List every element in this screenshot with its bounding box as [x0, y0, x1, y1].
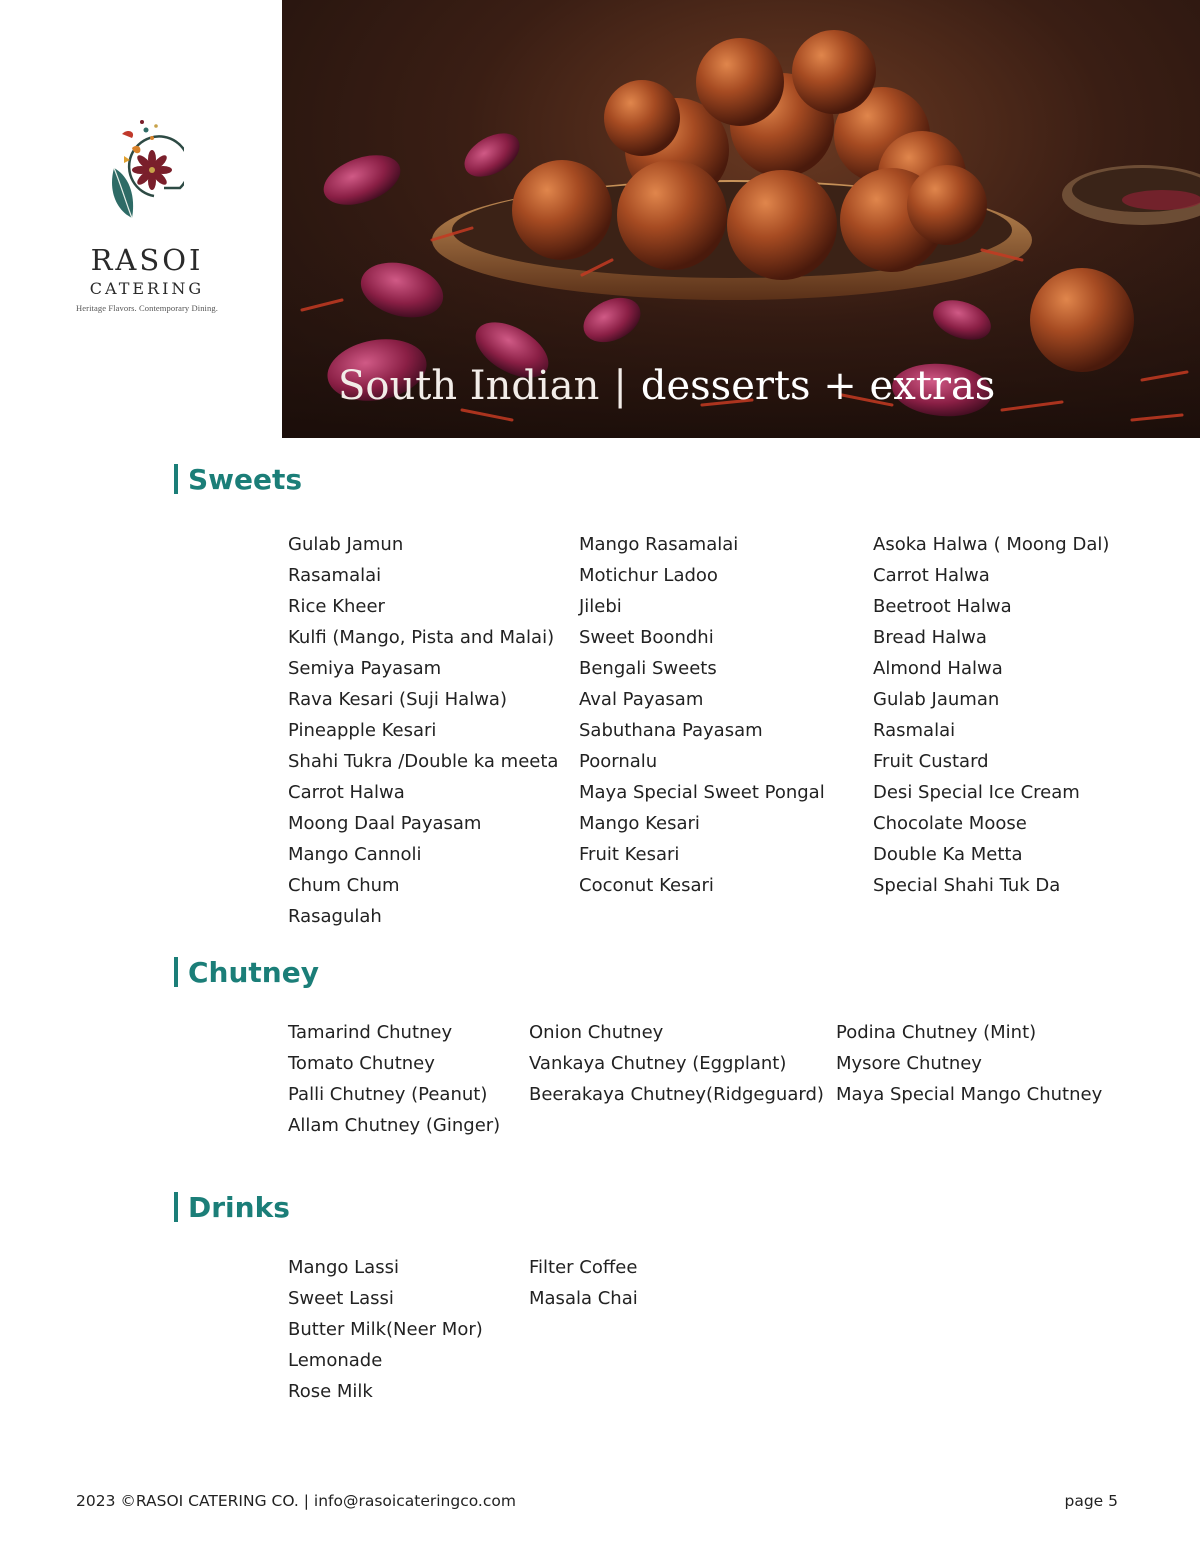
menu-item: Sweet Boondhi	[579, 627, 714, 648]
menu-item: Shahi Tukra /Double ka meeta	[288, 751, 559, 772]
menu-item: Desi Special Ice Cream	[873, 782, 1080, 803]
sweets-column-3	[873, 529, 1109, 901]
menu-item: Mango Cannoli	[288, 844, 422, 865]
menu-item: Carrot Halwa	[873, 565, 990, 586]
menu-item: Bengali Sweets	[579, 658, 717, 679]
menu-item: Beerakaya Chutney(Ridgeguard)	[529, 1084, 824, 1105]
chutney-column-1	[288, 1017, 500, 1141]
menu-item: Palli Chutney (Peanut)	[288, 1084, 488, 1105]
menu-item: Mango Rasamalai	[579, 534, 739, 555]
menu-item: Mango Lassi	[288, 1257, 399, 1278]
menu-item: Aval Payasam	[579, 689, 704, 710]
hero-banner	[282, 0, 1200, 438]
menu-item: Sabuthana Payasam	[579, 720, 763, 741]
section-heading-label: Drinks	[188, 1191, 290, 1224]
menu-item: Lemonade	[288, 1350, 383, 1371]
sweets-column-2	[579, 529, 825, 901]
menu-item: Almond Halwa	[873, 658, 1003, 679]
hero-title	[338, 363, 996, 409]
menu-item: Carrot Halwa	[288, 782, 405, 803]
brand-tagline: Heritage Flavors. Contemporary Dining.	[76, 303, 218, 313]
menu-item: Allam Chutney (Ginger)	[288, 1115, 501, 1136]
menu-item: Gulab Jauman	[873, 689, 1000, 710]
footer-page-number: page 5	[1064, 1492, 1118, 1510]
logo-mark-icon	[94, 118, 184, 228]
footer-copyright: 2023 ©RASOI CATERING CO. | info@rasoicateringco.com	[76, 1492, 516, 1510]
menu-item: Tamarind Chutney	[288, 1022, 453, 1043]
brand-subtitle: CATERING	[89, 279, 205, 298]
menu-item: Semiya Payasam	[288, 658, 442, 679]
menu-item: Fruit Custard	[873, 751, 989, 772]
menu-item: Asoka Halwa ( Moong Dal)	[873, 534, 1110, 555]
menu-item: Fruit Kesari	[579, 844, 680, 865]
menu-item: Bread Halwa	[873, 627, 987, 648]
menu-item: Pineapple Kesari	[288, 720, 437, 741]
menu-item: Motichur Ladoo	[579, 565, 718, 586]
menu-item: Rice Kheer	[288, 596, 385, 617]
section-heading-chutney	[174, 957, 319, 987]
menu-item: Onion Chutney	[529, 1022, 664, 1043]
sweets-column-1	[288, 529, 558, 932]
chutney-column-2	[529, 1017, 824, 1110]
menu-item: Rava Kesari (Suji Halwa)	[288, 689, 507, 710]
menu-item: Mango Kesari	[579, 813, 700, 834]
menu-item: Double Ka Metta	[873, 844, 1023, 865]
menu-item: Chocolate Moose	[873, 813, 1027, 834]
drinks-column-1	[288, 1252, 483, 1407]
menu-item: Filter Coffee	[529, 1257, 638, 1278]
menu-item: Poornalu	[579, 751, 658, 772]
menu-item: Sweet Lassi	[288, 1288, 394, 1309]
menu-item: Masala Chai	[529, 1288, 638, 1309]
menu-item: Rasagulah	[288, 906, 382, 927]
chutney-column-3	[836, 1017, 1102, 1110]
drinks-column-2	[529, 1252, 638, 1314]
section-heading-sweets	[174, 464, 302, 494]
section-heading-label: Chutney	[188, 956, 319, 989]
menu-item: Podina Chutney (Mint)	[836, 1022, 1037, 1043]
menu-item: Beetroot Halwa	[873, 596, 1012, 617]
menu-item: Coconut Kesari	[579, 875, 714, 896]
menu-item: Rasamalai	[288, 565, 382, 586]
menu-item: Rasmalai	[873, 720, 956, 741]
menu-item: Mysore Chutney	[836, 1053, 982, 1074]
section-heading-drinks	[174, 1192, 290, 1222]
hero-title-light: South Indian	[338, 363, 600, 409]
brand-name: RASOI	[90, 243, 204, 277]
section-heading-label: Sweets	[188, 463, 303, 496]
heading-accent-bar	[174, 1192, 178, 1222]
menu-item: Chum Chum	[288, 875, 400, 896]
heading-accent-bar	[174, 464, 178, 494]
hero-title-separator: |	[613, 363, 627, 409]
menu-item: Maya Special Mango Chutney	[836, 1084, 1103, 1105]
menu-item: Kulfi (Mango, Pista and Malai)	[288, 627, 555, 648]
heading-accent-bar	[174, 957, 178, 987]
menu-item: Tomato Chutney	[288, 1053, 435, 1074]
menu-item: Jilebi	[579, 596, 622, 617]
menu-item: Special Shahi Tuk Da	[873, 875, 1061, 896]
menu-item: Moong Daal Payasam	[288, 813, 482, 834]
menu-item: Rose Milk	[288, 1381, 373, 1402]
menu-item: Vankaya Chutney (Eggplant)	[529, 1053, 787, 1074]
menu-item: Gulab Jamun	[288, 534, 404, 555]
hero-title-bold: desserts + extras	[640, 363, 996, 409]
brand-logo	[72, 118, 222, 313]
menu-item: Maya Special Sweet Pongal	[579, 782, 825, 803]
menu-item: Butter Milk(Neer Mor)	[288, 1319, 483, 1340]
